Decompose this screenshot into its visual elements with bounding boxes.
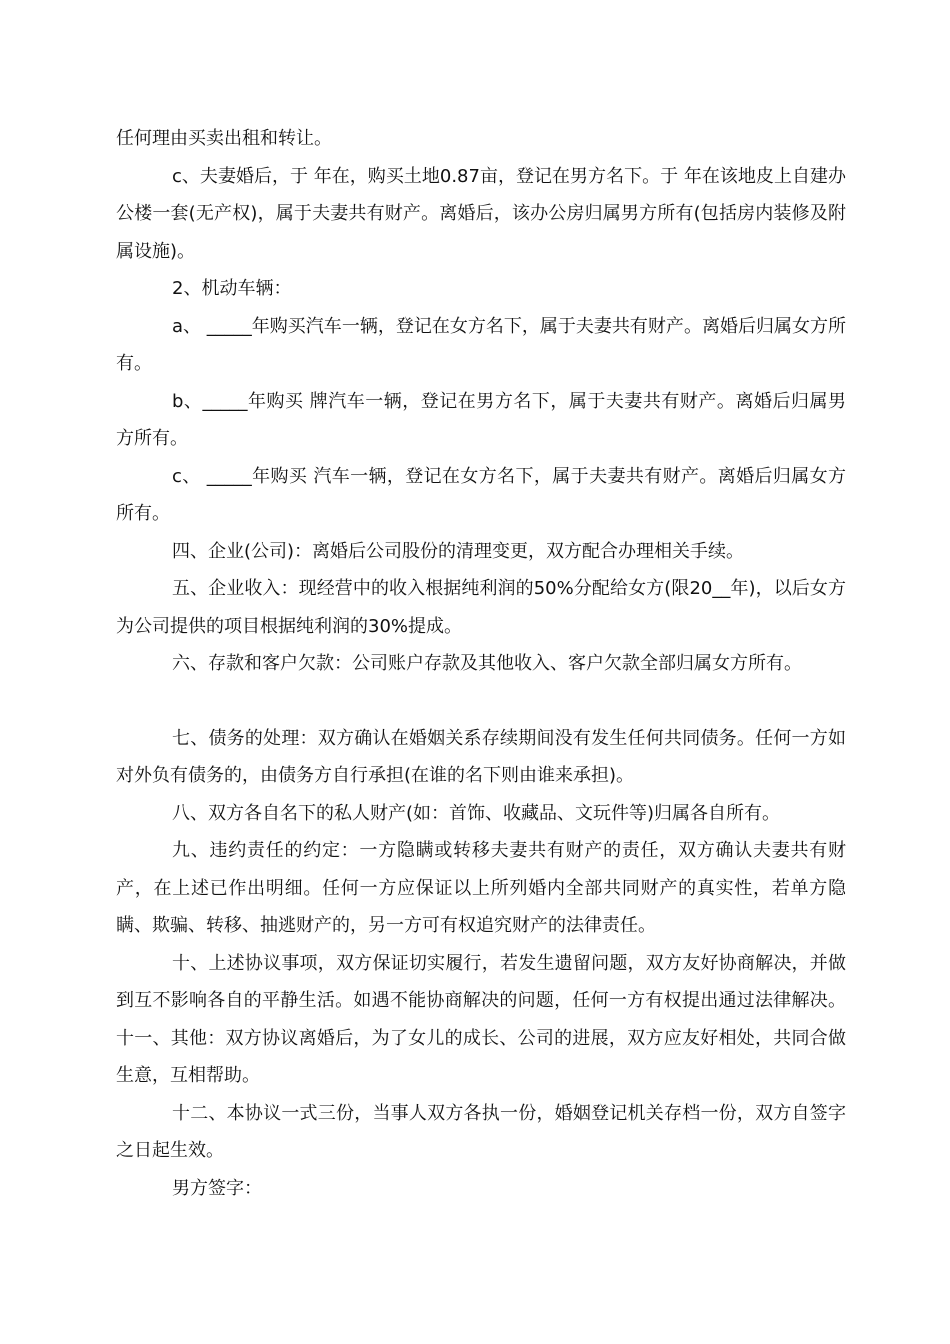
- paragraph-breach-liability: 九、违约责任的约定：一方隐瞒或转移夫妻共有财产的责任，双方确认夫妻共有财产，在上述已作出明细。任何一方应保证以上所列婚内全部共同财产的真实性，若单方隐瞒、欺骗、转移、抽逃财产的，另一方可有权追究财产的法律责任。: [116, 840, 846, 936]
- paragraph-land-office: c、夫妻婚后，于 年在，购买土地0.87亩，登记在男方名下。于 年在该地皮上自建办公楼一套(无产权)，属于夫妻共有财产。离婚后，该办公房归属男方所有(包括房内装修及附属设施)。: [116, 165, 846, 262]
- paragraph-private-property: 八、双方各自名下的私人财产(如：首饰、收藏品、文玩件等)归属各自所有。: [172, 802, 781, 824]
- document-body: [116, 120, 846, 1207]
- paragraph-debts: 七、债务的处理：双方确认在婚姻关系存续期间没有发生任何共同债务。任何一方如对外负有债务的，由债务方自行承担(在谁的名下则由谁来承担)。: [116, 727, 846, 786]
- paragraph-deposits: 六、存款和客户欠款：公司账户存款及其他收入、客户欠款全部归属女方所有。: [172, 653, 802, 674]
- paragraph-vehicle-b: b、_____年购买 牌汽车一辆，登记在男方名下，属于夫妻共有财产。离婚后归属男方所有。: [116, 390, 846, 449]
- paragraph-vehicles-heading: 2、机动车辆：: [172, 278, 292, 299]
- paragraph-vehicle-a: a、 _____年购买汽车一辆，登记在女方名下，属于夫妻共有财产。离婚后归属女方所有。: [116, 315, 846, 374]
- paragraph-vehicle-c: c、 _____年购买 汽车一辆，登记在女方名下，属于夫妻共有财产。离婚后归属女方所有。: [116, 465, 846, 524]
- paragraph-copies-effect: 十二、本协议一式三份，当事人双方各执一份，婚姻登记机关存档一份，双方自签字之日起生效。: [116, 1102, 846, 1161]
- paragraph-enterprise-income: 五、企业收入：现经营中的收入根据纯利润的50%分配给女方(限20__年)，以后女方为公司提供的项目根据纯利润的30%提成。: [116, 578, 846, 637]
- paragraph-performance: 十、上述协议事项，双方保证切实履行，若发生遗留问题，双方友好协商解决，并做到互不影响各自的平静生活。如遇不能协商解决的问题，任何一方有权提出通过法律解决。十一、其他：双方协议离婚后，为了女儿的成长、公司的进展，双方应友好相处，共同合做生意，互相帮助。: [116, 952, 846, 1086]
- paragraph-continuation: 任何理由买卖出租和转让。: [116, 128, 332, 149]
- male-signature-label: 男方签字：: [172, 1177, 262, 1199]
- paragraph-spacer: [116, 683, 846, 720]
- paragraph-enterprise: 四、企业(公司)：离婚后公司股份的清理变更，双方配合办理相关手续。: [172, 540, 745, 562]
